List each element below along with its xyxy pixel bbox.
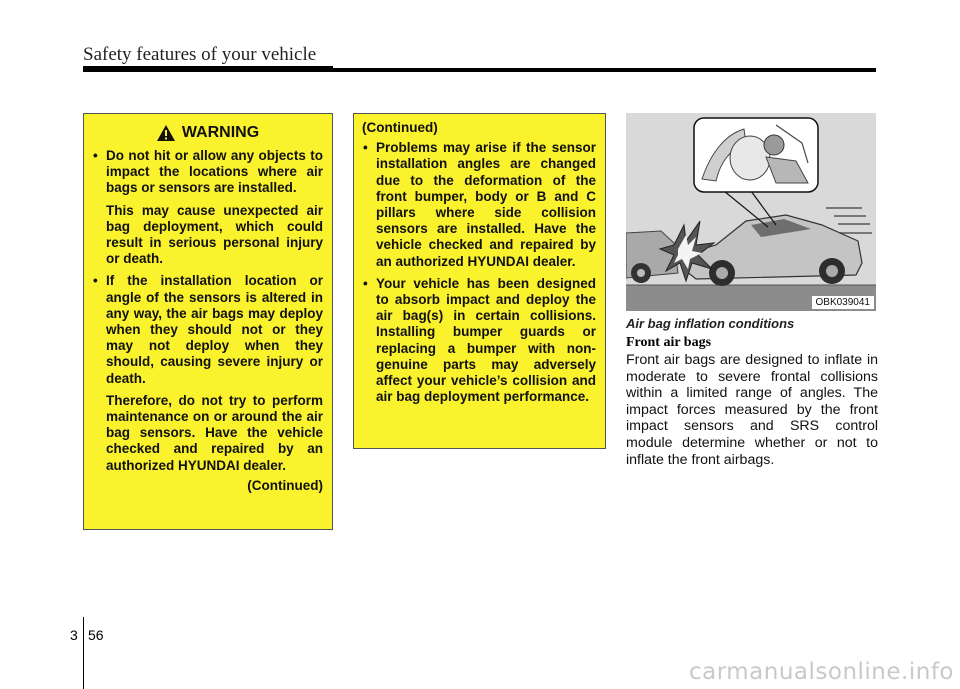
chapter-number: 3 <box>70 627 78 643</box>
warning-item <box>362 140 596 270</box>
header-divider <box>83 68 876 72</box>
continued-label: (Continued) <box>247 477 323 493</box>
bullet-dot: • <box>93 273 98 289</box>
warning-item <box>362 276 596 406</box>
section-subhead: Front air bags <box>626 335 712 350</box>
warning-item-text: If the installation location or angle of the sensors is altered in any way, the air bags may deploy when they should not or they may not deploy when they should, causing severe injury or death. <box>106 273 323 386</box>
warning-item-continuation: This may cause unexpected air bag deployment, which could result in serious personal injury or death. <box>106 202 323 267</box>
bullet-dot: • <box>363 140 368 156</box>
figure-code: OBK039041 <box>812 296 875 309</box>
figure-caption: Air bag inflation conditions <box>626 316 795 331</box>
warning-box-continued <box>353 113 606 449</box>
crash-illustration <box>626 113 876 311</box>
header-title: Safety features of your vehicle <box>83 44 317 65</box>
airbag-illustration <box>626 113 876 311</box>
warning-box <box>83 113 333 530</box>
warning-item <box>92 148 323 197</box>
section-body: Front air bags are designed to inflate in moderate to severe frontal collisions within a limited range of angles. The impact forces measured by the front impact sensors and SRS control module determine whether or not to inflate the front airbags. <box>626 352 878 468</box>
warning-item-continuation: Therefore, do not try to perform maintenance on or around the air bag sensors. Have the vehicle checked and repaired by an authorized HYUNDAI dealer. <box>106 392 323 473</box>
warning-item-text: Do not hit or allow any objects to impact the locations where air bags or sensors are installed. <box>106 148 323 196</box>
warning-item-text: Problems may arise if the sensor installation angles are changed due to the deformation of the front bumper, body or B and C pillars where side collision sensors are installed. Have the vehicle checked and repaired by an authorized HYUNDAI dealer. <box>376 140 596 269</box>
warning-item <box>92 273 323 386</box>
warning-heading-row <box>92 124 323 142</box>
warning-item-text: Your vehicle has been designed to absorb impact and deploy the air bag(s) in certain collisions. Installing bumper guards or replacing a bumper with non-genuine parts may adversely affect your vehicle’s collision and air bag deployment performance. <box>376 275 596 405</box>
watermark: carmanualsonline.info <box>688 659 954 685</box>
continued-label: (Continued) <box>362 120 438 135</box>
page-number: 56 <box>88 627 104 643</box>
bullet-dot: • <box>93 148 98 163</box>
footer-rule <box>83 617 84 689</box>
warning-heading: WARNING <box>181 123 260 141</box>
bullet-dot: • <box>363 275 368 291</box>
warning-triangle-icon <box>156 124 176 142</box>
